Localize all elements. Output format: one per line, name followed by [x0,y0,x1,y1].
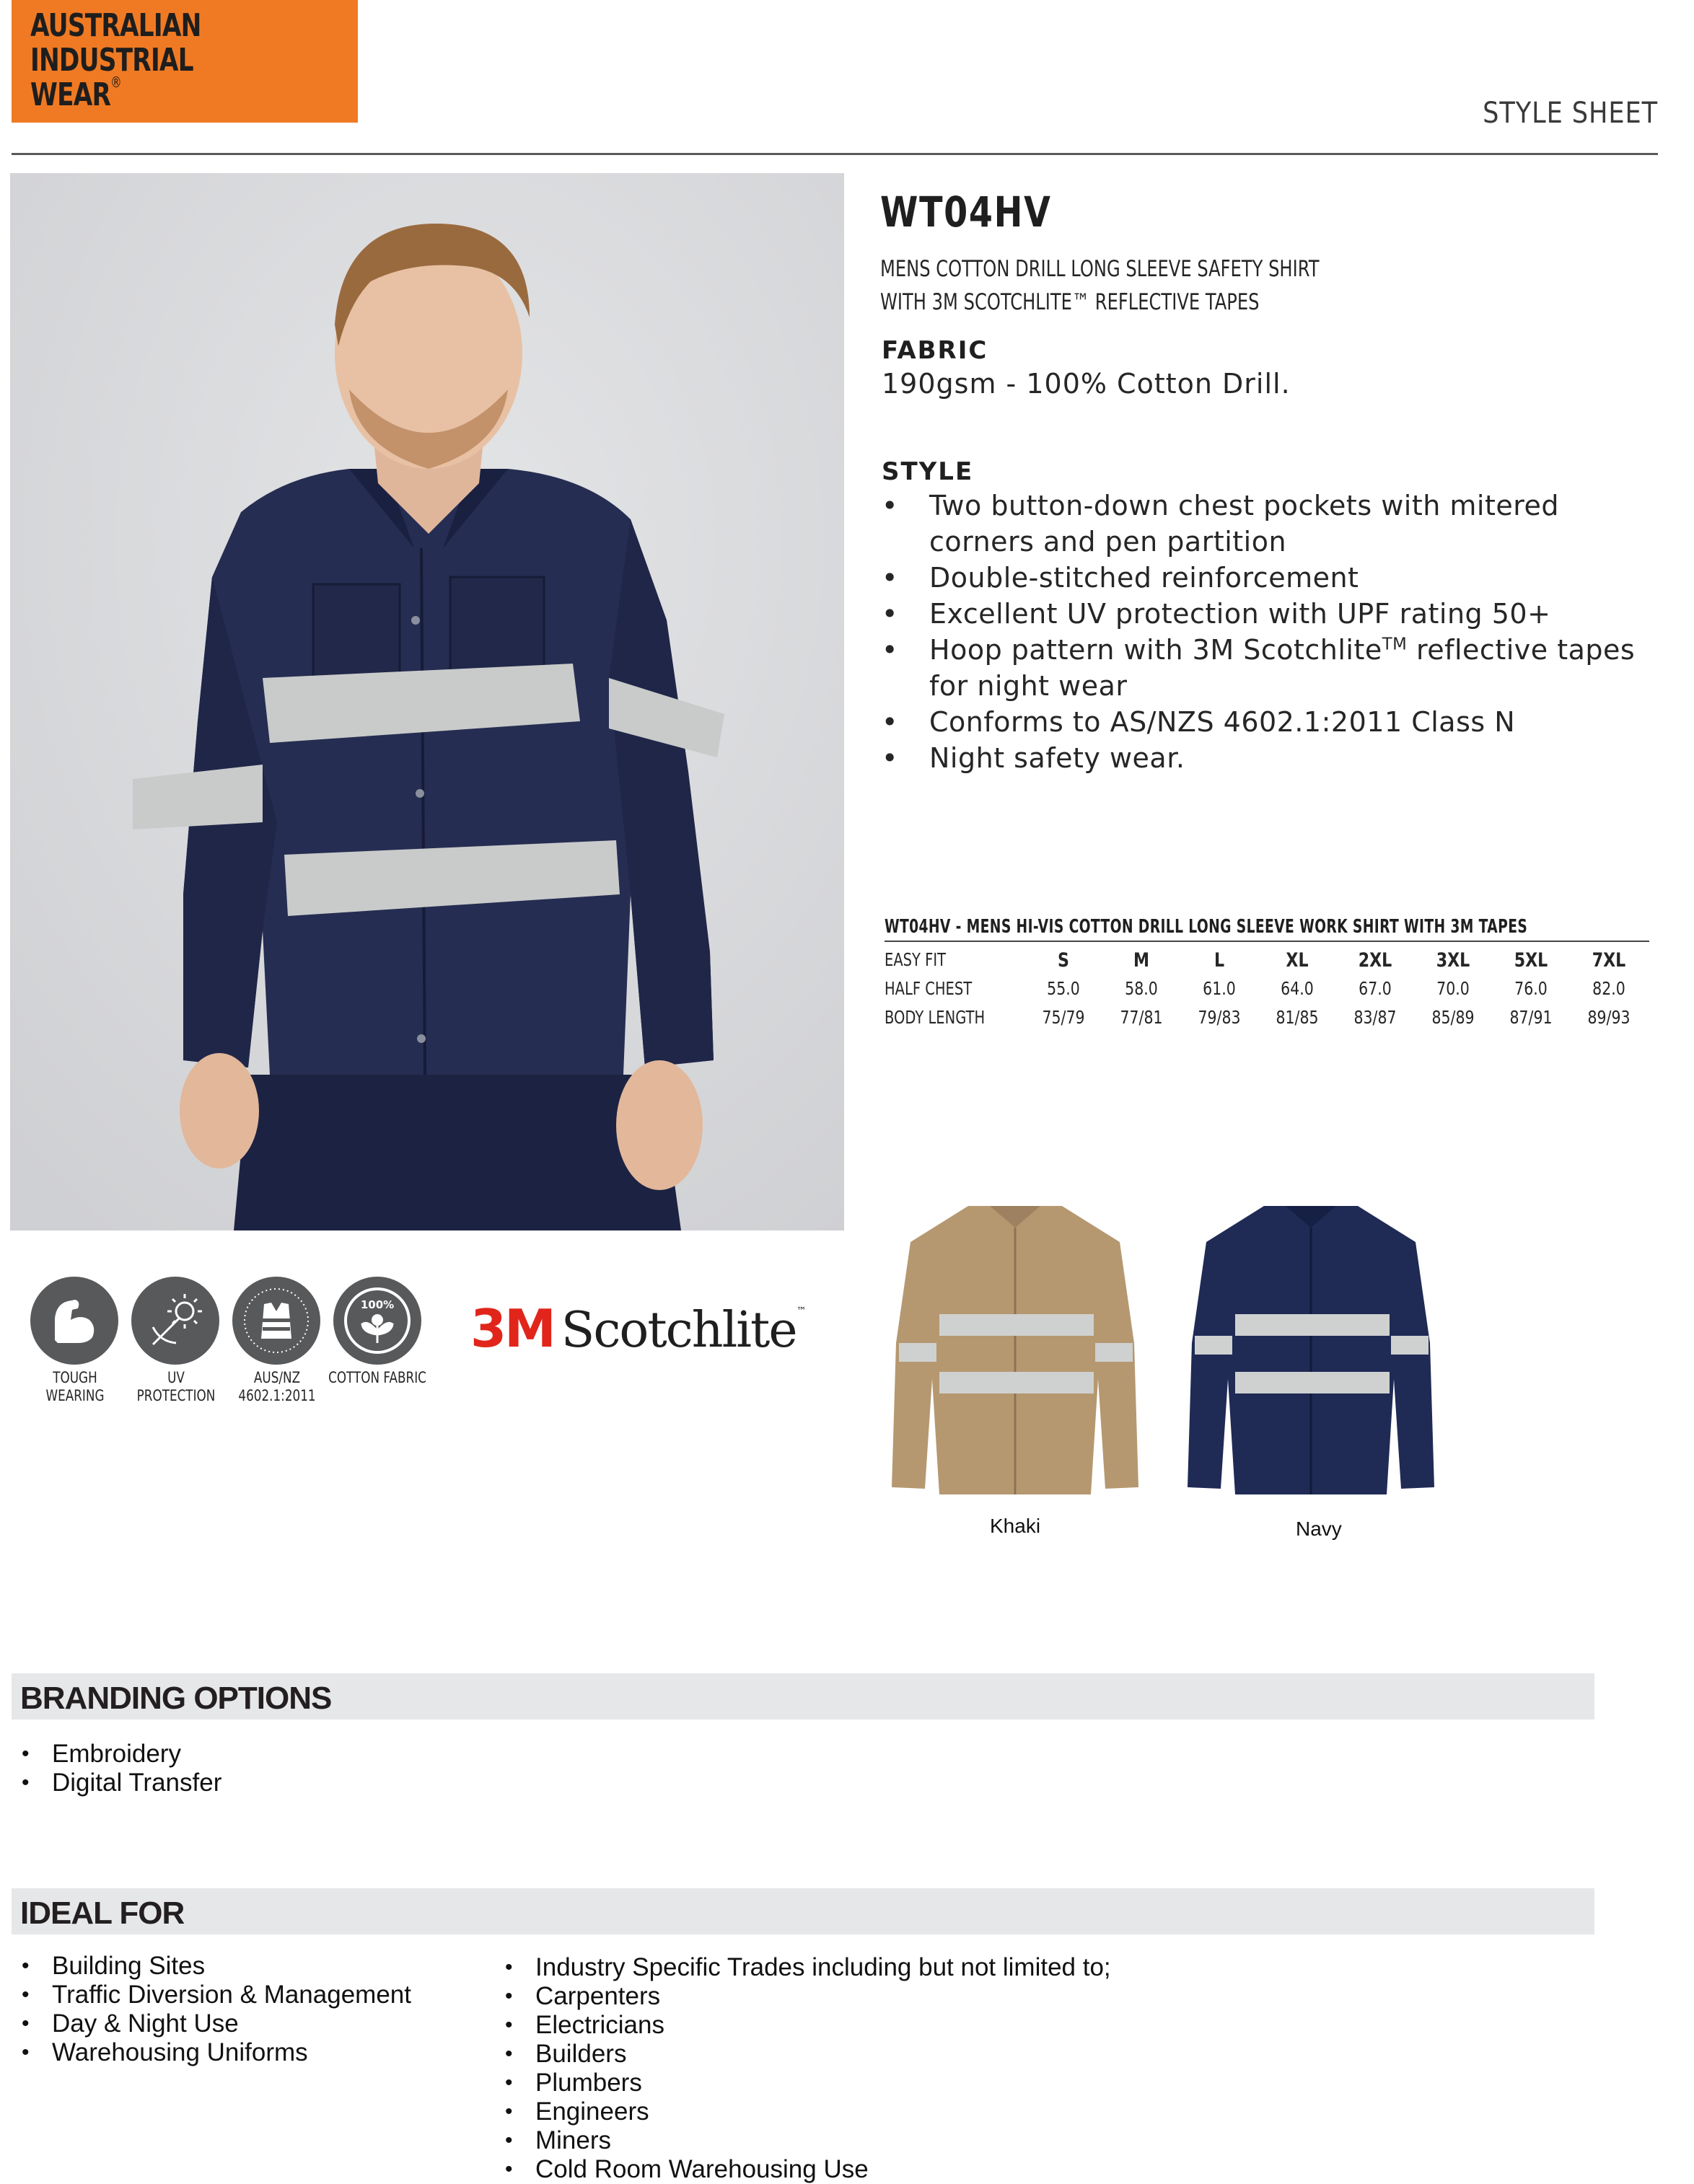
size-cell: 87/91 [1509,1007,1553,1028]
size-col: XL [1286,949,1309,972]
ideal-for-item: • Warehousing Uniforms [12,2038,411,2067]
hi-vis-vest-icon [232,1277,320,1365]
cotton-plant-icon [333,1277,421,1365]
ideal-for-heading: IDEAL FOR [20,1895,185,1931]
size-cell: 77/81 [1120,1007,1163,1028]
registered-mark: ® [110,74,121,91]
size-header-row [885,945,1649,974]
size-cell: 79/83 [1198,1007,1241,1028]
branding-heading-band [12,1673,1594,1720]
ideal-for-item: • Industry Specific Trades including but not limited to; [495,1953,1111,1982]
ideal-for-item: • Plumbers [495,2069,1111,2097]
row-label: HALF CHEST [885,978,973,999]
trademark-sup: TM [1382,635,1408,654]
logo-tm-mark: ™ [796,1305,807,1317]
size-chart-rule [885,941,1649,942]
branding-item: • Digital Transfer [12,1769,221,1797]
branding-heading: BRANDING OPTIONS [20,1681,332,1716]
style-feature [882,632,1661,704]
size-cell: 83/87 [1353,1007,1397,1028]
fabric-heading: FABRIC [882,336,988,365]
fabric-value: 190gsm - 100% Cotton Drill. [882,368,1291,400]
size-cell: 67.0 [1359,978,1392,999]
size-cell: 76.0 [1514,978,1548,999]
size-col: M [1133,949,1150,972]
branding-item: • Embroidery [12,1740,221,1769]
feature-label-line: COTTON FABRIC [328,1369,426,1386]
ideal-for-item: • Electricians [495,2011,1111,2040]
size-cell: 82.0 [1592,978,1625,999]
logo-line [30,74,121,113]
ideal-for-list-right [495,1953,1111,2184]
uv-sun-icon [131,1277,219,1365]
size-cell: 89/93 [1587,1007,1631,1028]
logo-scotchlite-word: Scotchlite [561,1302,796,1359]
size-col: 2XL [1358,949,1392,972]
ideal-for-item: • Carpenters [495,1982,1111,2011]
size-row-body-length [885,1003,1649,1031]
size-chart [885,916,1649,1031]
cotton-badge-text: 100% [360,1298,395,1311]
khaki-shirt-image [882,1199,1149,1507]
size-cell: 75/79 [1042,1007,1085,1028]
feature-label [328,1369,426,1387]
style-feature: • Two button-down chest pockets with mitered corners and pen partition [882,488,1661,560]
size-col: 5XL [1514,949,1548,972]
style-feature: • Night safety wear. [882,740,1661,776]
style-feature: • Excellent UV protection with UPF rating 50+ [882,596,1661,632]
flexed-arm-icon [30,1277,118,1365]
ideal-for-item: • Builders [495,2040,1111,2069]
size-cell: 61.0 [1203,978,1236,999]
size-row-half-chest [885,974,1649,1003]
fit-label: EASY FIT [885,949,947,970]
size-col: 7XL [1592,949,1626,972]
ideal-for-item: • Miners [495,2126,1111,2155]
ideal-for-item: • Building Sites [12,1952,411,1981]
scotchlite-logo [470,1298,807,1359]
ideal-for-heading-band [12,1888,1594,1934]
size-cell: 81/85 [1276,1007,1319,1028]
ideal-for-item: • Engineers [495,2097,1111,2126]
feature-label [228,1369,326,1405]
ideal-for-item: • Day & Night Use [12,2009,411,2038]
size-cell: 64.0 [1281,978,1314,999]
feature-label [26,1369,124,1405]
logo-line-text: WEAR [30,76,111,113]
size-cell: 85/89 [1431,1007,1475,1028]
header-divider [12,153,1658,155]
size-chart-title: WT04HV - MENS HI-VIS COTTON DRILL LONG SLEEVE WORK SHIRT WITH 3M TAPES [885,916,1528,938]
logo-line: AUSTRALIAN [30,7,201,44]
ideal-for-item: • Traffic Diversion & Management [12,1981,411,2009]
size-col: 3XL [1436,949,1470,972]
document-type: STYLE SHEET [1483,97,1658,130]
size-col: L [1214,949,1225,972]
feature-label-line: AUS/NZ [253,1369,301,1386]
size-cell: 55.0 [1047,978,1080,999]
style-heading: STYLE [882,457,974,486]
feature-label-line: 4602.1:2011 [238,1387,316,1404]
colour-name: Khaki [990,1515,1041,1537]
size-col: S [1058,949,1069,972]
product-code: WT04HV [880,188,1052,237]
product-description: MENS COTTON DRILL LONG SLEEVE SAFETY SHIRT WITH 3M SCOTCHLITE™ REFLECTIVE TAPES [880,256,1320,315]
row-label: BODY LENGTH [885,1007,986,1028]
model-illustration [10,173,844,1230]
navy-shirt-image [1177,1199,1444,1507]
style-feature: • Conforms to AS/NZS 4602.1:2011 Class N [882,704,1661,740]
feature-label-line: WEARING [45,1387,105,1404]
style-feature-part: reflective tapes for night wear [929,634,1636,702]
feature-label-line: TOUGH [53,1369,97,1386]
feature-label-line: UV PROTECTION [136,1369,216,1404]
brand-logo [12,0,358,123]
feature-label [127,1369,225,1405]
style-feature: • Double-stitched reinforcement [882,560,1661,596]
size-cell: 58.0 [1125,978,1158,999]
logo-3m-mark: 3M [470,1298,554,1359]
style-feature-part: Hoop pattern with 3M Scotchlite [929,634,1382,666]
branding-list [12,1740,221,1797]
ideal-for-list-left [12,1952,411,2067]
size-cell: 70.0 [1436,978,1470,999]
style-features-list [882,488,1661,776]
ideal-for-item: • Cold Room Warehousing Use [495,2155,1111,2184]
model-photo [10,173,844,1230]
logo-line: INDUSTRIAL [30,42,193,79]
colour-name: Navy [1296,1518,1342,1540]
